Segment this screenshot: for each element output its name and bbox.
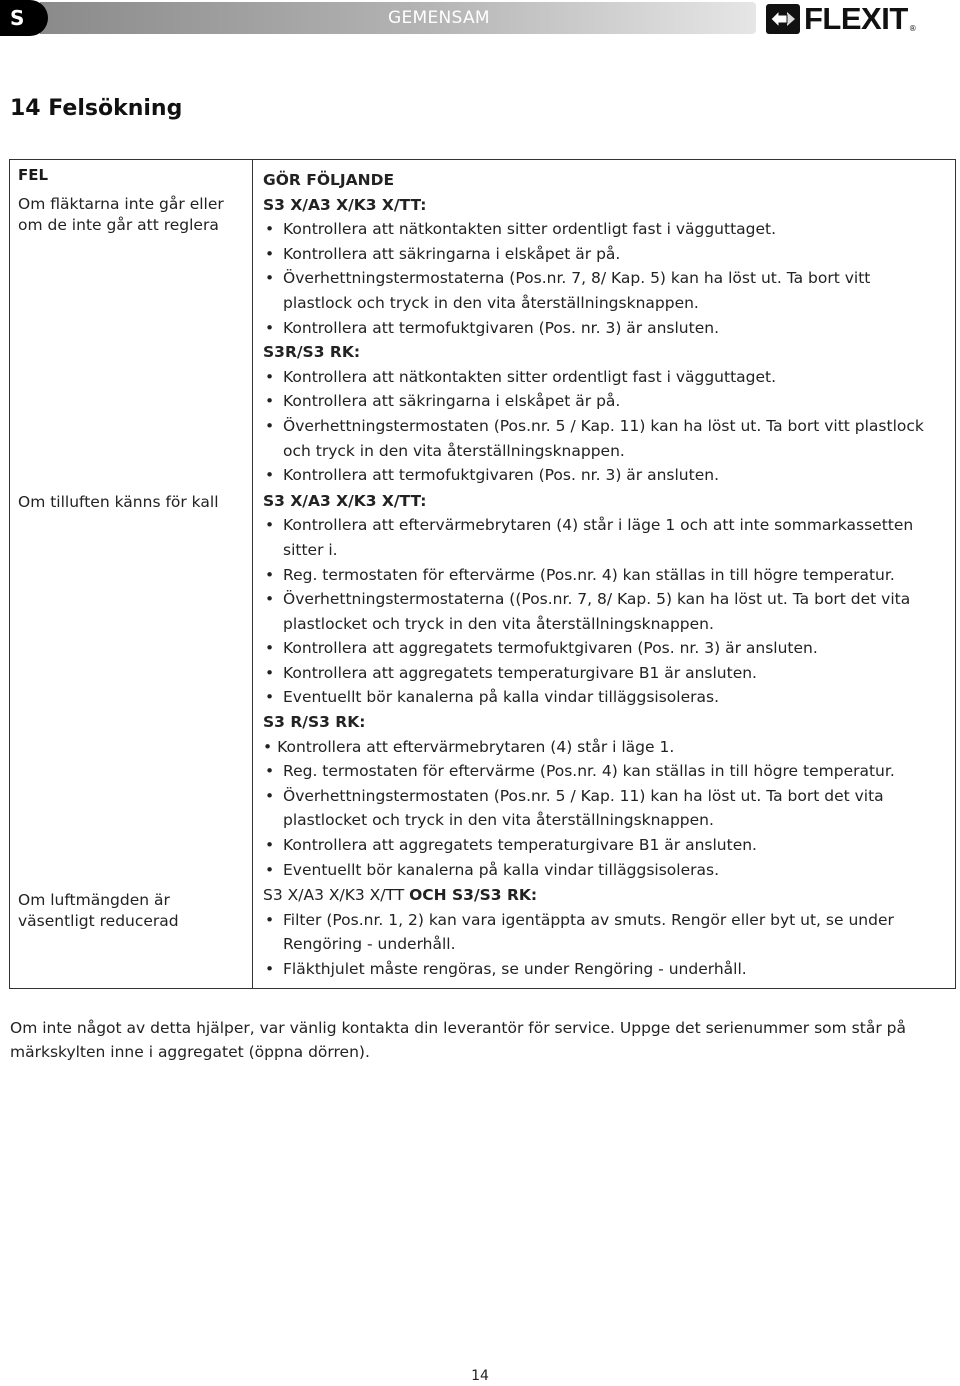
action-list <box>263 365 943 488</box>
action-list <box>263 759 943 882</box>
list-item: • Överhettningstermostaten (Pos.nr. 5 / Kap. 11) kan ha löst ut. Ta bort det vita plastlocket och tryck in den vita återställningsknappen. <box>263 784 943 833</box>
section-label: GEMENSAM <box>388 8 490 28</box>
list-item: • Kontrollera att aggregatets temperaturgivare B1 är ansluten. <box>263 833 943 858</box>
list-item: • Reg. termostaten för eftervärme (Pos.nr. 4) kan ställas in till högre temperatur. <box>263 563 943 588</box>
language-badge: S <box>0 0 48 36</box>
list-item: • Överhettningstermostaterna (Pos.nr. 7, 8/ Kap. 5) kan ha löst ut. Ta bort vitt plastlock och tryck in den vita återställningsknappen. <box>263 266 943 315</box>
list-item: • Kontrollera att säkringarna i elskåpet är på. <box>263 389 943 414</box>
fault-column <box>10 160 253 988</box>
list-item: • Överhettningstermostaterna ((Pos.nr. 7, 8/ Kap. 5) kan ha löst ut. Ta bort det vita plastlocket och tryck in den vita återställningsknappen. <box>263 587 943 636</box>
action-list <box>263 908 943 982</box>
page-number: 14 <box>471 1368 489 1384</box>
action-column-header: GÖR FÖLJANDE <box>263 171 395 189</box>
group-heading: S3 R/S3 RK: <box>263 713 366 732</box>
registered-mark: ® <box>908 24 917 33</box>
list-item: • Filter (Pos.nr. 1, 2) kan vara igentäppta av smuts. Rengör eller byt ut, se under Rengöring - underhåll. <box>263 908 943 957</box>
troubleshooting-table <box>9 159 956 989</box>
group-heading <box>263 883 943 908</box>
list-item: • Kontrollera att eftervärmebrytaren (4) står i läge 1. <box>263 737 675 756</box>
group-heading: S3 X/A3 X/K3 X/TT: <box>263 491 427 510</box>
group-heading-plain: S3 X/A3 X/K3 X/TT <box>263 886 410 905</box>
fault-column-header: FEL <box>18 166 49 184</box>
action-list <box>263 217 943 340</box>
list-item: • Eventuellt bör kanalerna på kalla vindar tilläggsisoleras. <box>263 858 943 883</box>
list-item: • Kontrollera att termofuktgivaren (Pos. nr. 3) är ansluten. <box>263 316 943 341</box>
list-item: • Kontrollera att termofuktgivaren (Pos. nr. 3) är ansluten. <box>263 463 943 488</box>
brand-logo <box>766 3 946 35</box>
group-heading: S3R/S3 RK: <box>263 343 361 362</box>
fault-fans: Om fläktarna inte går eller om de inte går att reglera <box>18 195 224 234</box>
group-heading: S3 X/A3 X/K3 X/TT: <box>263 195 427 214</box>
list-item: • Kontrollera att aggregatets termofuktgivaren (Pos. nr. 3) är ansluten. <box>263 636 943 661</box>
page-header <box>0 0 960 36</box>
section-bar <box>40 2 756 34</box>
support-note: Om inte något av detta hjälper, var vänlig kontakta din leverantör för service. Uppge det serienummer som står på märkskylten inne i aggregatet (öppna dörren). <box>10 1019 906 1061</box>
action-column <box>253 160 955 988</box>
flexit-logo-icon <box>766 4 800 34</box>
list-item: • Eventuellt bör kanalerna på kalla vindar tilläggsisoleras. <box>263 685 943 710</box>
list-item: • Kontrollera att eftervärmebrytaren (4) står i läge 1 och att inte sommarkassetten sitter i. <box>263 513 943 562</box>
brand-name: FLEXIT <box>804 1 908 36</box>
list-item: • Kontrollera att aggregatets temperaturgivare B1 är ansluten. <box>263 661 943 686</box>
list-item: • Överhettningstermostaten (Pos.nr. 5 / Kap. 11) kan ha löst ut. Ta bort vitt plastlock och tryck in den vita återställningsknappen. <box>263 414 943 463</box>
page-title: 14 Felsökning <box>10 96 183 121</box>
list-item: • Kontrollera att nätkontakten sitter ordentligt fast i vägguttaget. <box>263 365 943 390</box>
list-item: • Kontrollera att nätkontakten sitter ordentligt fast i vägguttaget. <box>263 217 943 242</box>
list-item: • Reg. termostaten för eftervärme (Pos.nr. 4) kan ställas in till högre temperatur. <box>263 759 943 784</box>
fault-cold-air: Om tilluften känns för kall <box>18 493 219 511</box>
action-content <box>263 168 943 982</box>
action-list <box>263 513 943 710</box>
group-heading-bold: OCH S3/S3 RK: <box>409 886 538 905</box>
list-item: • Fläkthjulet måste rengöras, se under Rengöring - underhåll. <box>263 957 943 982</box>
fault-reduced-airflow: Om luftmängden är väsentligt reducerad <box>18 891 179 930</box>
list-item: • Kontrollera att säkringarna i elskåpet är på. <box>263 242 943 267</box>
